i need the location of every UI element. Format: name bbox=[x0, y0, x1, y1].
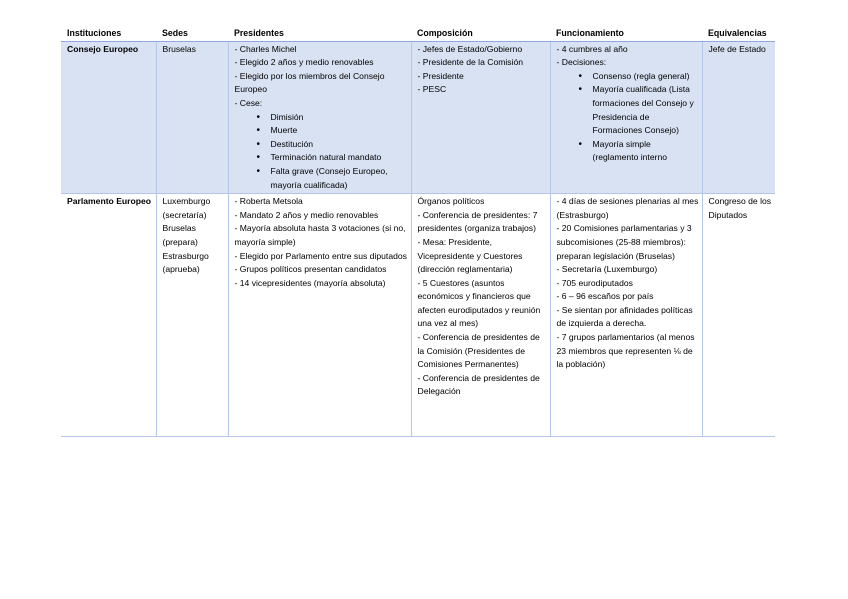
cell-composicion bbox=[411, 41, 550, 194]
presidentes-line: - Cese: bbox=[234, 97, 263, 108]
decision-item: • Mayoría cualificada (Lista formaciones del Consejo y Presidencia de Formaciones Consejo) bbox=[593, 83, 699, 137]
cese-item: • Destitución bbox=[271, 138, 408, 152]
presidentes-line: - Charles Michel bbox=[234, 43, 297, 54]
decision-item: • Mayoría simple (reglamento interno bbox=[593, 138, 699, 165]
cell-sedes bbox=[156, 41, 228, 194]
header-composicion: Composición bbox=[411, 26, 550, 41]
header-presidentes: Presidentes bbox=[228, 26, 411, 41]
cell-equivalencias bbox=[702, 41, 775, 194]
funcionamiento-line: - 4 cumbres al año bbox=[556, 43, 628, 54]
cese-list bbox=[235, 111, 408, 193]
funcionamiento-line: - Se sientan por afinidades políticas de izquierda a derecha. bbox=[556, 304, 693, 329]
presidentes-line: - Grupos políticos presentan candidatos bbox=[234, 264, 387, 275]
sede-item: Bruselas (prepara) bbox=[162, 223, 198, 247]
cell-institucion bbox=[61, 194, 156, 437]
header-equivalencias: Equivalencias bbox=[702, 26, 775, 41]
presidentes-line: - Elegido 2 años y medio renovables bbox=[234, 57, 374, 68]
funcionamiento-line: - 6 – 96 escaños por país bbox=[556, 291, 654, 302]
funcionamiento-line: - Secretaría (Luxemburgo) bbox=[556, 264, 658, 275]
presidentes-line: - Elegido por Parlamento entre sus diputados bbox=[234, 250, 407, 261]
institucion-name: Parlamento Europeo bbox=[67, 196, 152, 207]
header-sedes: Sedes bbox=[156, 26, 228, 41]
header-instituciones: Instituciones bbox=[61, 26, 156, 41]
presidentes-line: - Mayoría absoluta hasta 3 votaciones (si no, mayoría simple) bbox=[234, 223, 406, 247]
equivalencia-text: Jefe de Estado bbox=[708, 43, 766, 54]
equivalencia-text: Congreso de los Diputados bbox=[708, 196, 772, 220]
decision-item: • Consenso (regla general) bbox=[593, 70, 699, 84]
composicion-line: - Conferencia de presidentes de Delegación bbox=[417, 372, 540, 397]
funcionamiento-line: - Decisiones: bbox=[556, 57, 607, 68]
institucion-name: Consejo Europeo bbox=[67, 43, 139, 54]
composicion-line: - Conferencia de presidentes de la Comisión (Presidentes de Comisiones Permanentes) bbox=[417, 332, 540, 370]
cell-composicion bbox=[411, 194, 550, 437]
composicion-line: - Conferencia de presidentes: 7 presidentes (organiza trabajos) bbox=[417, 209, 538, 234]
funcionamiento-line: - 705 eurodiputados bbox=[556, 277, 633, 288]
cell-presidentes bbox=[228, 194, 411, 437]
funcionamiento-line: - 20 Comisiones parlamentarias y 3 subcomisiones (25-88 miembros): preparan legislación (Bruselas) bbox=[556, 223, 692, 261]
sede-item: Luxemburgo (secretaría) bbox=[162, 196, 211, 220]
presidentes-line: - 14 vicepresidentes (mayoría absoluta) bbox=[234, 277, 386, 288]
sede-item: Estrasburgo (aprueba) bbox=[162, 250, 209, 275]
composicion-line: - Mesa: Presidente, Vicepresidente y Cuestores (dirección reglamentaria) bbox=[417, 236, 523, 275]
cese-item: • Terminación natural mandato bbox=[271, 151, 408, 165]
cell-sedes bbox=[156, 194, 228, 437]
composicion-line: - Presidente bbox=[417, 70, 464, 81]
institutions-table bbox=[61, 26, 775, 437]
funcionamiento-line: - 4 días de sesiones plenarias al mes (Estrasburgo) bbox=[556, 196, 699, 220]
table-row-consejo-europeo bbox=[61, 41, 775, 194]
header-funcionamiento: Funcionamiento bbox=[550, 26, 702, 41]
presidentes-line: - Elegido por los miembros del Consejo Europeo bbox=[234, 70, 385, 95]
cese-item: • Falta grave (Consejo Europeo, mayoría cualificada) bbox=[271, 165, 408, 192]
table-row-parlamento-europeo bbox=[61, 194, 775, 437]
presidentes-line: - Mandato 2 años y medio renovables bbox=[234, 209, 379, 220]
cell-funcionamiento bbox=[550, 41, 702, 194]
composicion-line: - 5 Cuestores (asuntos económicos y financieros que afecten eurodiputados y reunión una vez al mes) bbox=[417, 277, 541, 329]
cese-item: • Muerte bbox=[271, 124, 408, 138]
presidentes-line: - Roberta Metsola bbox=[234, 196, 303, 207]
sede-item: Bruselas bbox=[162, 43, 196, 54]
cell-presidentes bbox=[228, 41, 411, 194]
decisiones-list bbox=[557, 70, 699, 165]
cell-funcionamiento bbox=[550, 194, 702, 437]
cell-institucion bbox=[61, 41, 156, 194]
cell-equivalencias bbox=[702, 194, 775, 437]
composicion-line: - Jefes de Estado/Gobierno bbox=[417, 43, 523, 54]
cese-item: • Dimisión bbox=[271, 111, 408, 125]
composicion-line: - PESC bbox=[417, 84, 447, 95]
composicion-line: Órganos políticos bbox=[417, 196, 485, 207]
funcionamiento-line: - 7 grupos parlamentarios (al menos 23 miembros que representen ⅛ de la población) bbox=[556, 332, 695, 370]
table-header-row bbox=[61, 26, 775, 41]
composicion-line: - Presidente de la Comisión bbox=[417, 57, 524, 68]
